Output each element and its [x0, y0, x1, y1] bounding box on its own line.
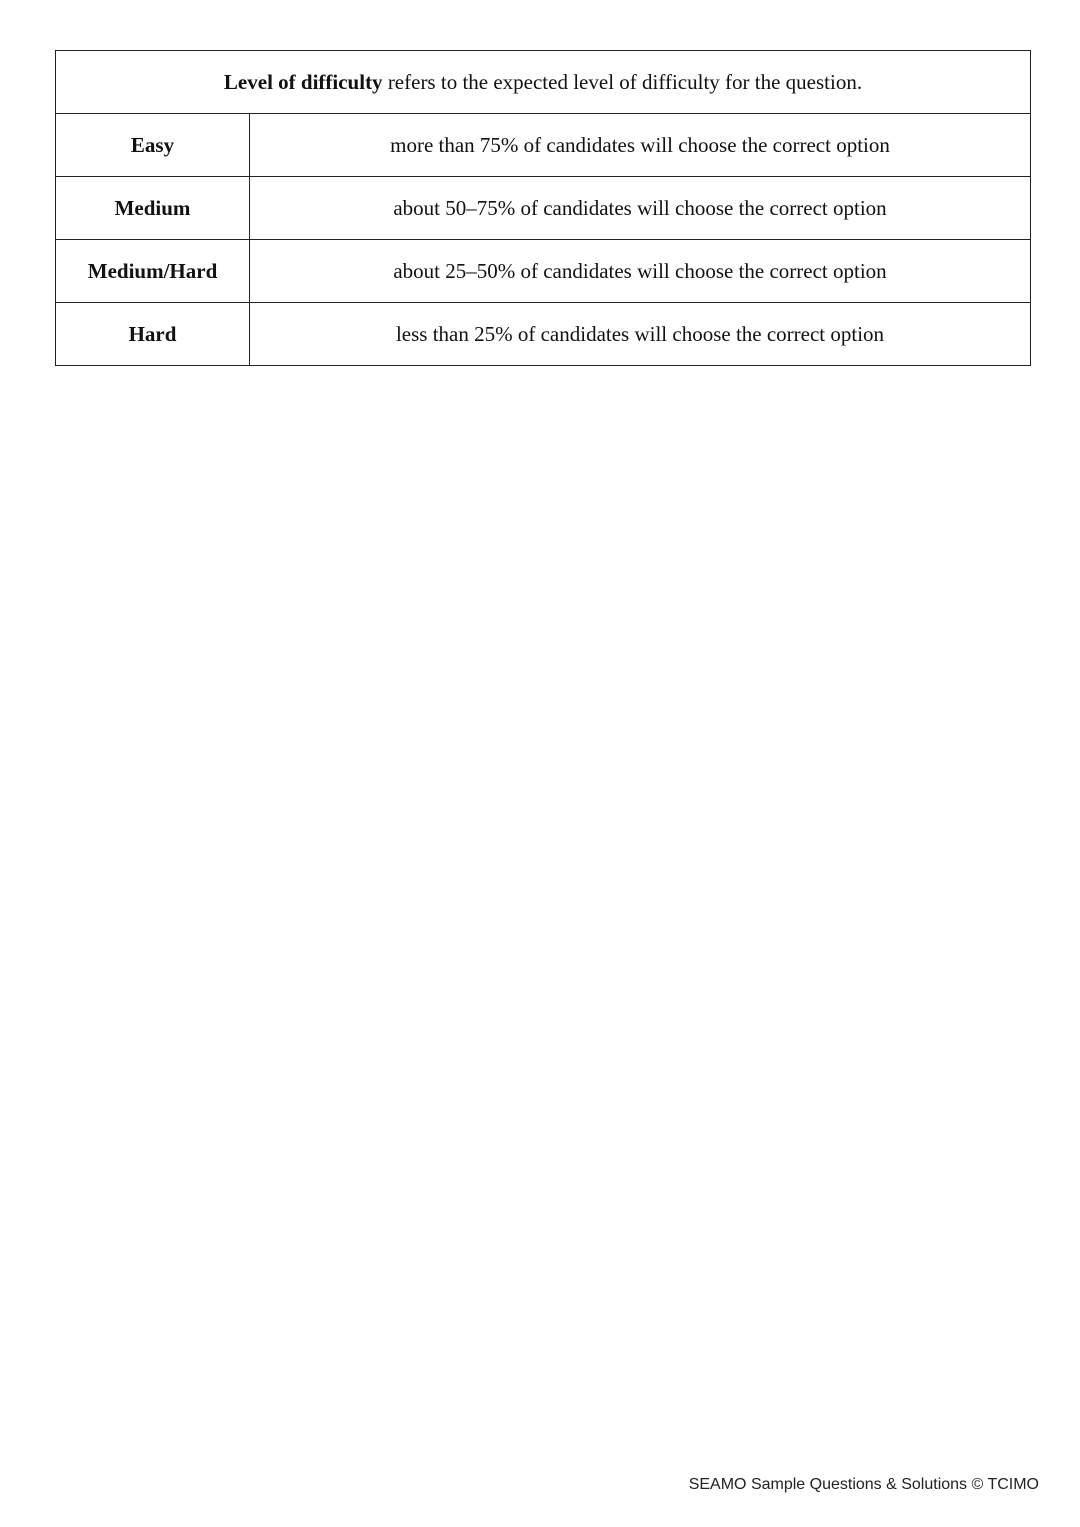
table-header-cell [56, 51, 1031, 114]
table-row [56, 240, 1031, 303]
page-footer: SEAMO Sample Questions & Solutions © TCIMO [688, 1476, 1039, 1493]
level-name: Hard [56, 303, 250, 366]
level-description: about 25–50% of candidates will choose the correct option [250, 240, 1031, 303]
level-description: more than 75% of candidates will choose the correct option [250, 114, 1031, 177]
header-term: Level of difficulty [223, 69, 383, 94]
table-row [56, 177, 1031, 240]
level-name: Medium/Hard [56, 240, 250, 303]
level-description: less than 25% of candidates will choose the correct option [250, 303, 1031, 366]
level-description: about 50–75% of candidates will choose the correct option [250, 177, 1031, 240]
level-name: Easy [56, 114, 250, 177]
table-row [56, 114, 1031, 177]
table-row [56, 303, 1031, 366]
table-header-row [56, 51, 1031, 114]
level-name: Medium [56, 177, 250, 240]
difficulty-table [55, 50, 1031, 366]
header-definition: refers to the expected level of difficulty for the question. [387, 69, 863, 94]
